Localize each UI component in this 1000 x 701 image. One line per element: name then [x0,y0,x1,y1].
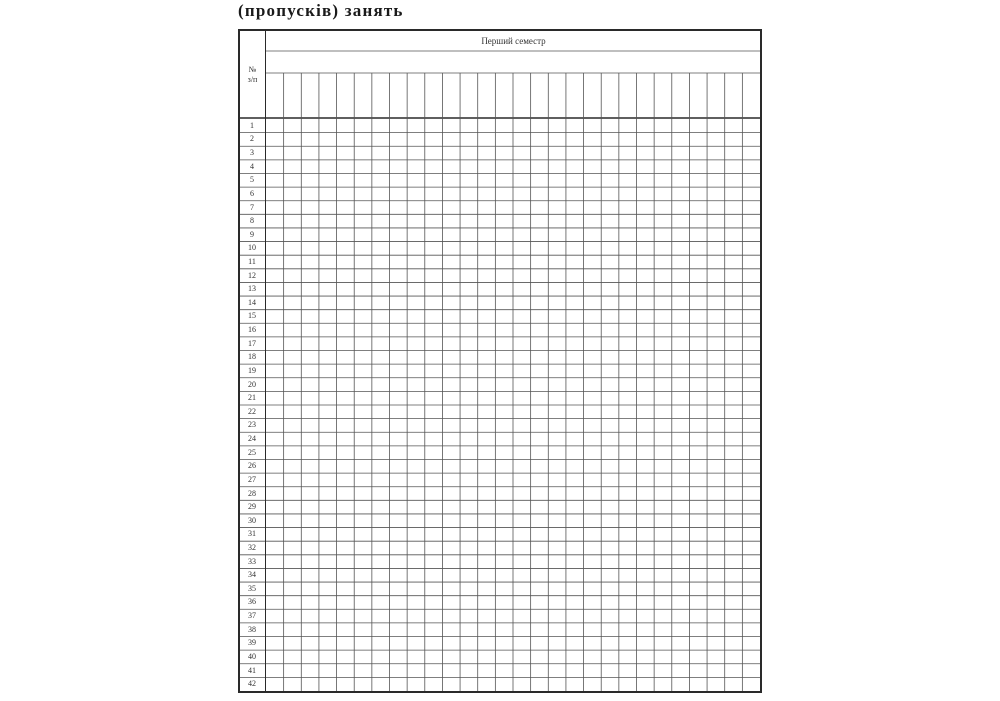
row-number: 28 [248,488,256,498]
row-number: 11 [248,257,256,266]
row-number: 36 [248,597,256,607]
row-number: 9 [250,229,254,239]
row-number: 15 [248,311,256,321]
row-number: 19 [248,365,256,375]
number-abbrev: з/п [247,75,258,84]
row-number: 33 [248,556,256,566]
row-number: 13 [248,284,256,294]
row-number: 26 [248,461,256,471]
row-number: 27 [248,474,256,484]
row-number: 6 [250,188,254,198]
number-column-header [240,65,265,85]
row-number: 29 [248,502,256,512]
row-number: 20 [248,379,256,389]
row-number: 35 [248,583,256,593]
row-number: 39 [248,638,256,648]
row-number: 1 [250,120,254,130]
semester-header: Перший семестр [481,36,546,46]
row-number: 22 [248,406,256,416]
row-number: 34 [248,570,256,580]
row-number: 37 [248,611,256,621]
number-column-divider [265,31,266,691]
row-number: 23 [248,420,256,430]
row-number: 14 [248,297,256,307]
attendance-table [238,29,762,693]
row-number: 7 [250,202,254,212]
row-number: 40 [248,651,256,661]
row-number: 12 [248,270,256,280]
row-number: 3 [250,148,254,158]
row-number: 32 [248,543,256,552]
row-number: 42 [248,679,256,689]
row-number: 31 [248,529,256,539]
row-number: 21 [248,393,256,403]
row-number: 38 [248,624,256,634]
row-number: 2 [250,134,254,144]
row-number: 4 [250,161,254,171]
row-number: 8 [250,216,254,226]
row-number: 17 [248,338,256,348]
table-grid [240,31,760,691]
row-number: 5 [250,175,254,185]
row-number: 25 [248,447,256,457]
row-number: 30 [248,515,256,525]
row-number: 16 [248,325,256,335]
row-number: 41 [248,665,256,675]
row-number: 10 [248,243,256,253]
number-sign: № [248,65,257,74]
row-number: 18 [248,352,256,362]
page-title: (пропусків) занять [238,1,404,20]
row-number: 24 [248,434,256,444]
